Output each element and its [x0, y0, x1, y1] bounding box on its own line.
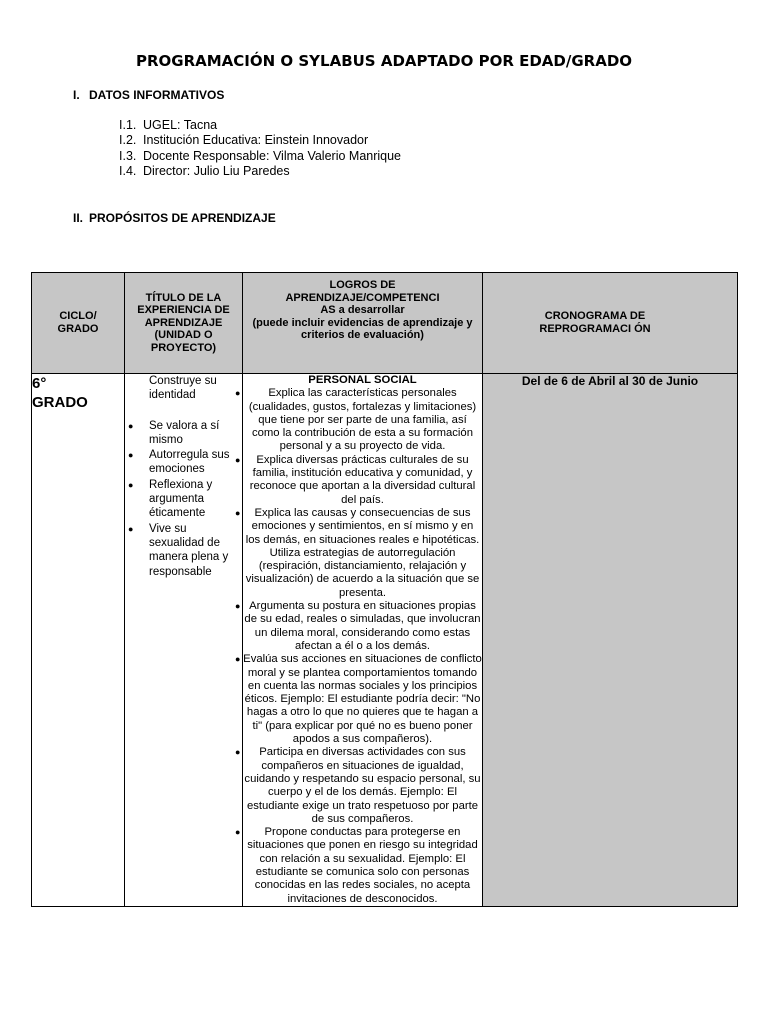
grado-cell [32, 374, 125, 907]
logro-text: Explica las causas y consecuencias de sus emociones y sentimientos, en sí mismo y en los demás, en situaciones reales e hipotéticas. Utiliza estrategias de autorregulación (respiración, distanciamiento, relajación y visualización) de acuerdo a la situación que se presenta. [245, 506, 480, 599]
list-item [235, 453, 482, 507]
competencias-cell [125, 374, 243, 907]
header-logros-main: LOGROS DE APRENDIZAJE/COMPETENCI AS a desarrollar [285, 279, 440, 317]
info-text: Institución Educativa: Einstein Innovador [143, 133, 369, 148]
grado-number: 6° [32, 375, 47, 392]
list-item: ● Vive su sexualidad de manera plena y responsable [125, 522, 242, 579]
logro-text: Participa en diversas actividades con sus compañeros en situaciones de igualdad, cuidando y respetando su espacio personal, su cuerpo y el de los demás. Ejemplo: El estudiante exige un trato respetuoso por parte de sus compañeros. [244, 746, 481, 825]
info-row-ugel [119, 118, 401, 133]
list-item [235, 653, 482, 746]
logro-text: Explica diversas prácticas culturales de su familia, institución educativa y comunidad, y reconoce que aportan a la diversidad cultural del país. [249, 453, 476, 506]
section-number: I. [73, 88, 80, 102]
header-logros-sub: (puede incluir evidencias de aprendizaje y criterios de evaluación) [252, 316, 473, 342]
header-cronograma: CRONOGRAMA DE REPROGRAMACI ÓN [483, 273, 738, 374]
bullet-icon: ● [235, 654, 241, 665]
list-item: ● Autorregula sus emociones [125, 448, 242, 477]
list-item [235, 387, 482, 453]
info-text: Docente Responsable: Vilma Valerio Manrique [143, 148, 402, 163]
logros-cell [235, 374, 483, 907]
bullet-icon: ● [235, 454, 241, 465]
list-item [235, 746, 482, 826]
bullet-icon: ● [235, 507, 241, 518]
propositos-table [31, 272, 738, 907]
logro-text: Evalúa sus acciones en situaciones de conflicto moral y se plantea comportamientos tomando en cuenta las normas sociales y los principios éticos. Ejemplo: El estudiante podría decir: "No hagas a otro lo que no quieres que te hagan a ti" (para explicar por qué no es bueno poner apodos a sus compañeros). [243, 653, 482, 746]
info-number: I.4. [119, 163, 137, 178]
competencias-list [125, 419, 242, 579]
section-datos-informativos [73, 88, 224, 102]
list-item [235, 600, 482, 653]
bullet-icon: ● [235, 827, 241, 838]
info-row-institucion [119, 133, 401, 148]
table-row [32, 374, 738, 907]
info-row-docente [119, 149, 401, 164]
logros-subject: PERSONAL SOCIAL [308, 374, 417, 386]
bullet-icon: ● [235, 747, 241, 758]
section-label: PROPÓSITOS DE APRENDIZAJE [89, 211, 276, 225]
info-number: I.1. [119, 118, 137, 132]
cronograma-text: Del de 6 de Abril al 30 de Junio [521, 374, 699, 388]
logro-text: Explica las características personales (cualidades, gustos, fortalezas y limitaciones) que tiene por ser parte de una familia, así como la contribución de esta a su formación personal y a su proyecto de vida. [248, 387, 477, 453]
info-list [119, 118, 401, 179]
info-row-director [119, 164, 401, 179]
info-number: I.2. [119, 133, 137, 148]
list-item [235, 826, 482, 906]
header-titulo-experiencia: TÍTULO DE LA EXPERIENCIA DE APRENDIZAJE (UNIDAD O PROYECTO) [125, 273, 243, 374]
logro-text: Propone conductas para protegerse en situaciones que ponen en riesgo su integridad con relación a su sexualidad. Ejemplo: El estudiante se comunica solo con personas conocidas en las redes sociales, no acepta invitaciones de desconocidos. [247, 826, 478, 905]
header-ciclo-grado: CICLO/ GRADO [32, 273, 125, 374]
section-label: DATOS INFORMATIVOS [89, 88, 225, 102]
list-item: ● Se valora a sí mismo [125, 419, 242, 448]
table-header-row [32, 273, 738, 374]
section-number: II. [73, 211, 84, 225]
grado-label: GRADO [32, 394, 88, 411]
page-title: PROGRAMACIÓN O SYLABUS ADAPTADO POR EDAD/GRADO [135, 52, 633, 70]
info-text: Director: Julio Liu Paredes [143, 163, 290, 178]
info-number: I.3. [119, 148, 137, 163]
header-logros [243, 273, 483, 374]
section-propositos [73, 211, 276, 225]
list-item: ● Reflexiona y argumenta éticamente [125, 478, 242, 521]
info-text: UGEL: Tacna [143, 118, 218, 132]
list-item [235, 506, 482, 600]
competencia-main: Construye su identidad [149, 375, 217, 402]
logro-text: Argumenta su postura en situaciones propias de su edad, reales o simuladas, que involucran un dilema moral, considerando como estas afectan a él o a los demás. [244, 600, 481, 652]
bullet-icon: ● [235, 388, 241, 399]
bullet-icon: ● [235, 601, 241, 612]
cronograma-cell [483, 374, 738, 907]
